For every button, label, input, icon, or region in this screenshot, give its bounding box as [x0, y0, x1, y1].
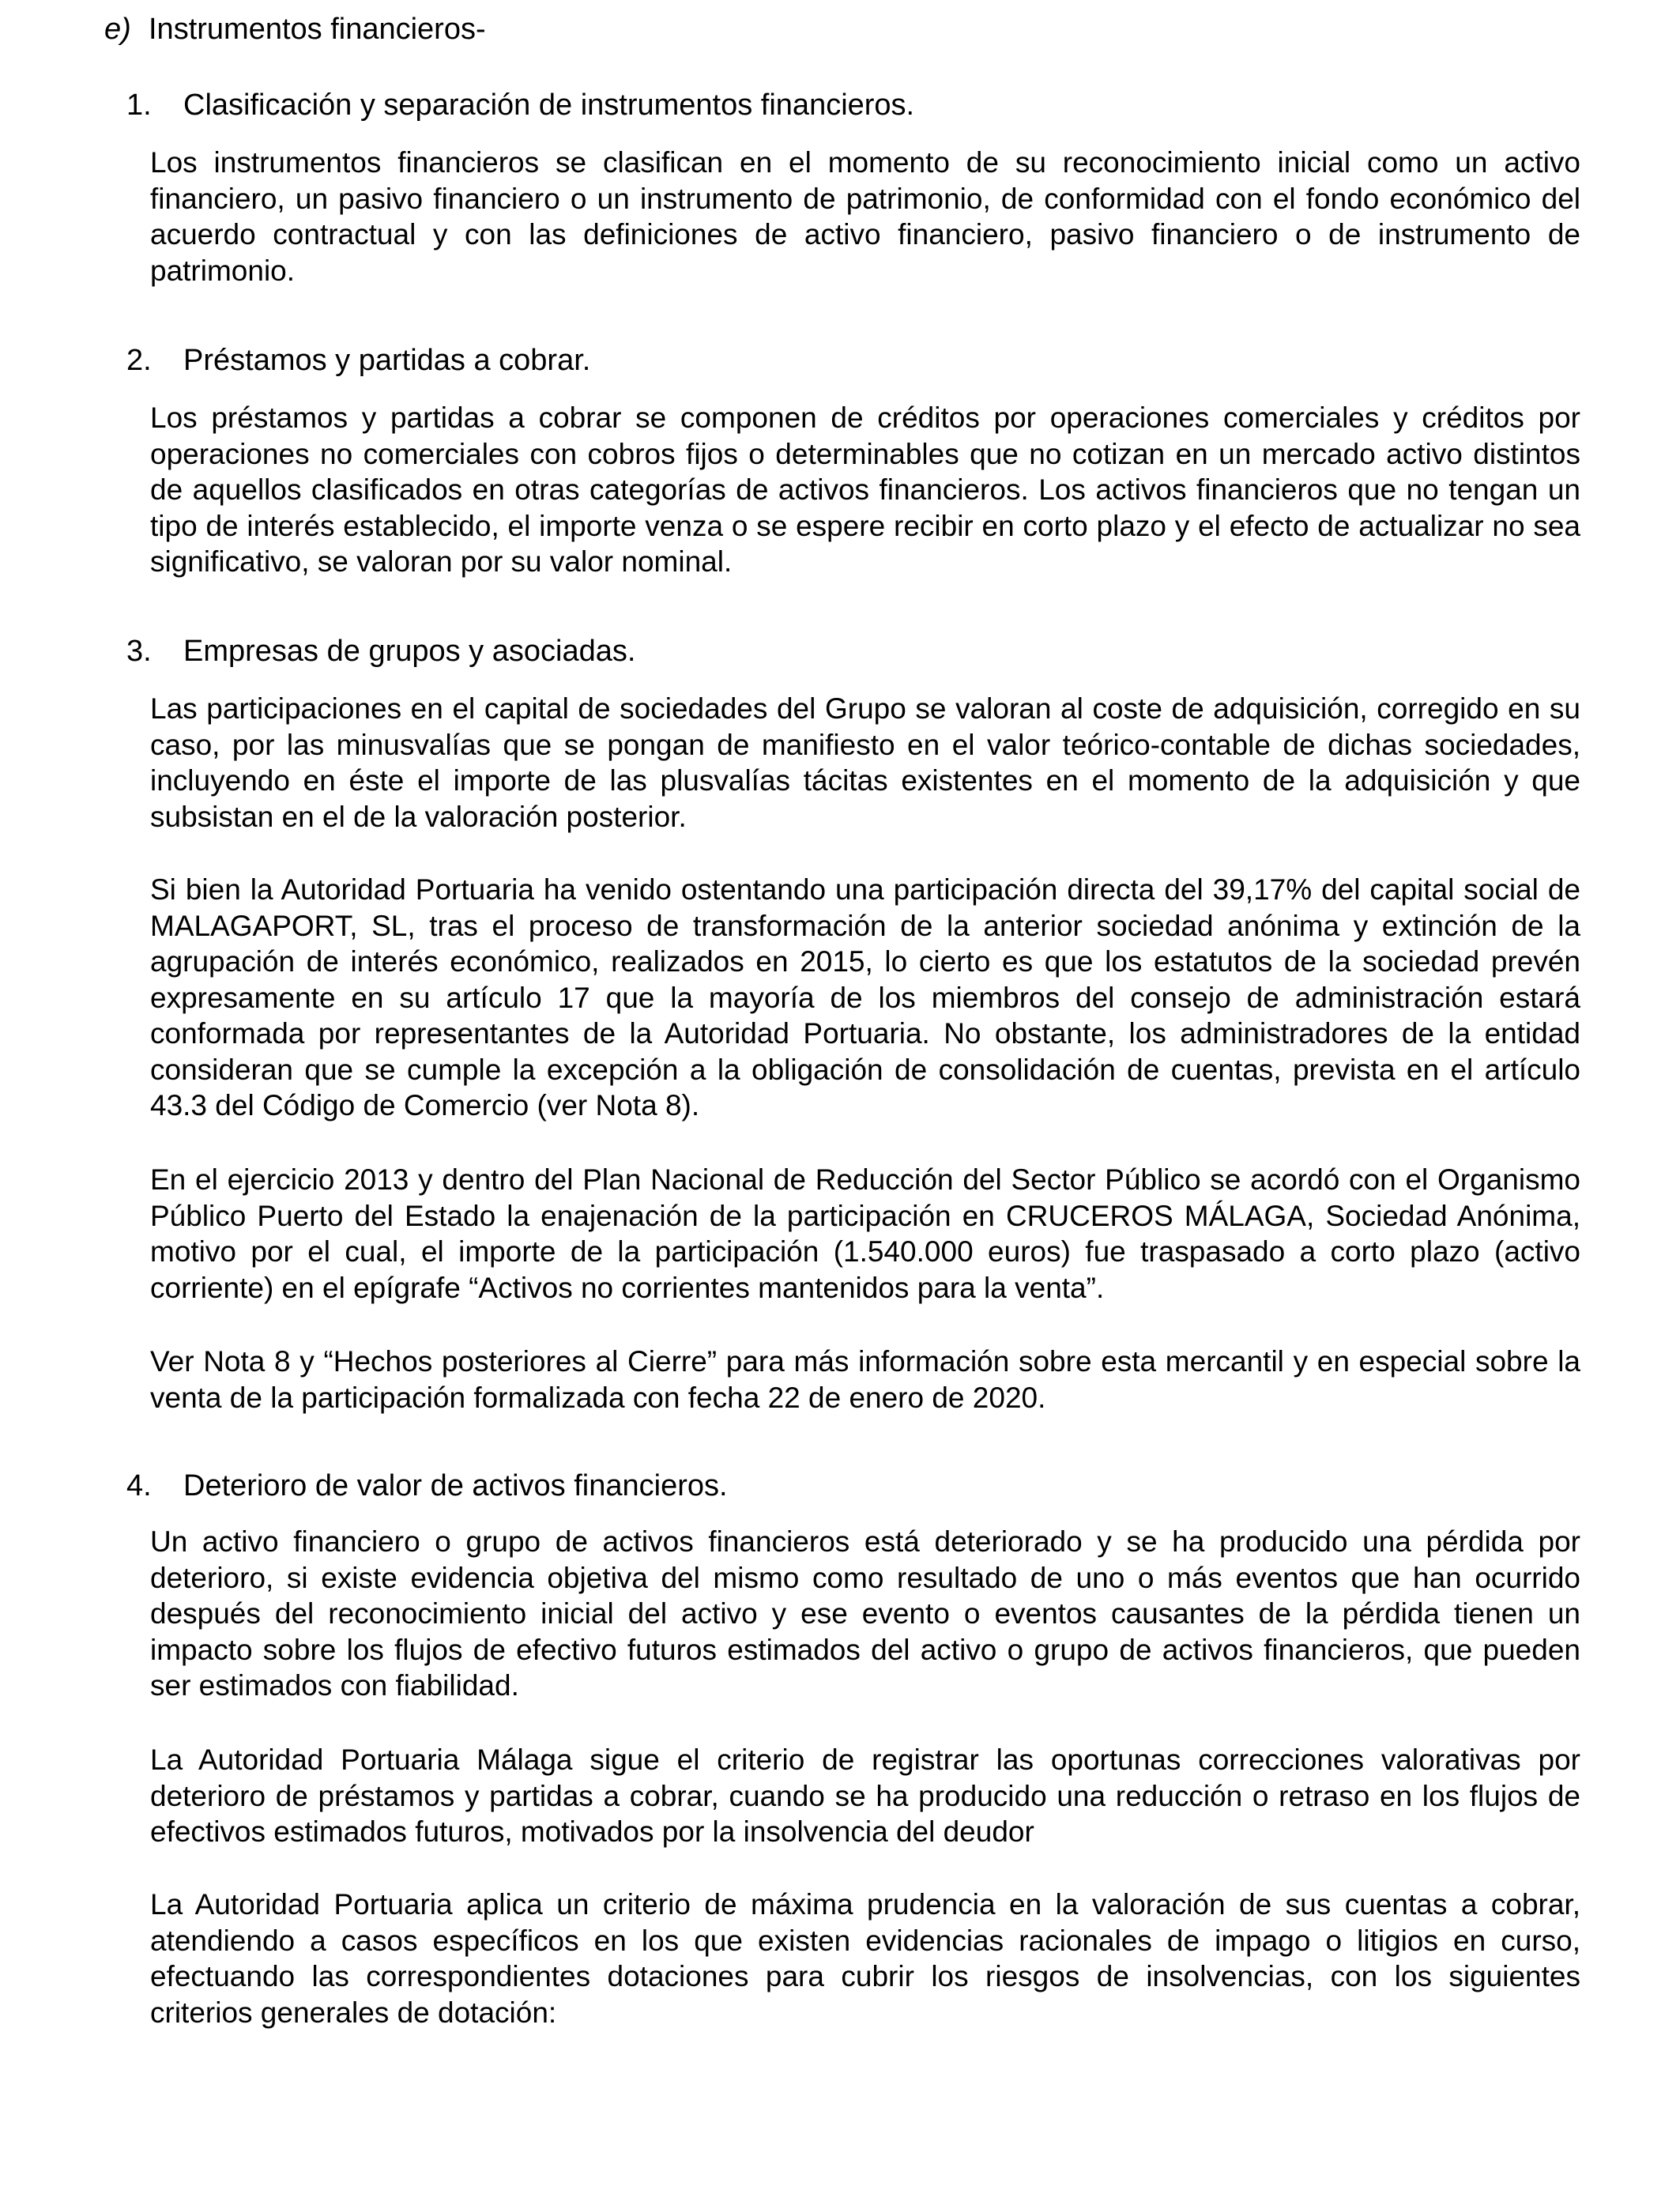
paragraph: En el ejercicio 2013 y dentro del Plan Nacional de Reducción del Sector Público se acordó con el Organismo Público Puerto del Estado la enajenación de la participación en CRUCEROS MÁLAGA, Sociedad Anónima, motivo por el cual, el importe de la participación (1.540.000 euros) fue traspasado a corto plazo (activo corriente) en el epígrafe “Activos no corrientes mantenidos para la venta”. — [150, 1163, 1580, 1304]
subsection-title-3 — [126, 633, 635, 669]
subsection-title-2 — [126, 342, 590, 379]
paragraph: Ver Nota 8 y “Hechos posteriores al Cierre” para más información sobre esta mercantil y en especial sobre la venta de la participación formalizada con fecha 22 de enero de 2020. — [150, 1345, 1580, 1414]
subsection-number: 4. — [126, 1469, 152, 1502]
subsection-number: 3. — [126, 635, 152, 668]
paragraph: La Autoridad Portuaria Málaga sigue el criterio de registrar las oportunas correcciones valorativas por deterioro de préstamos y partidas a cobrar, cuando se ha producido una reducción o retraso en los flujos de efectivos estimados futuros, motivados por la insolvencia del deudor — [150, 1744, 1580, 1848]
section-heading-title: Instrumentos financieros- — [149, 13, 486, 46]
subsection-title-text: Empresas de grupos y asociadas. — [183, 635, 636, 668]
paragraph: Los préstamos y partidas a cobrar se componen de créditos por operaciones comerciales y créditos por operaciones no comerciales con cobros fijos o determinables que no cotizan en un mercado activo distintos de aquellos clasificados en otras categorías de activos financieros. Los activos financieros que no tengan un tipo de interés establecido, el importe venza o se espere recibir en corto plazo y el efecto de actualizar no sea significativo, se valoran por su valor nominal. — [150, 401, 1580, 578]
section-letter: e) — [104, 13, 131, 46]
paragraph: Las participaciones en el capital de sociedades del Grupo se valoran al coste de adquisición, corregido en su caso, por las minusvalías que se pongan de manifiesto en el valor teórico-contable de dichas sociedades, incluyendo en éste el importe de las plusvalías tácitas existentes en el momento de la adquisición y que subsistan en el de la valoración posterior. — [150, 692, 1580, 833]
subsection-title-1 — [126, 87, 914, 123]
subsection-title-text: Clasificación y separación de instrumentos financieros. — [183, 89, 915, 122]
subsection-number: 1. — [126, 89, 152, 122]
paragraph: Si bien la Autoridad Portuaria ha venido ostentando una participación directa del 39,17% del capital social de MALAGAPORT, SL, tras el proceso de transformación de la anterior sociedad anónima y extinción de la agrupación de interés económico, realizados en 2015, lo cierto es que los estatutos de la sociedad prevén expresamente en su artículo 17 que la mayoría de los miembros del consejo de administración estará conformada por representantes de la Autoridad Portuaria. No obstante, los administradores de la entidad consideran que se cumple la excepción a la obligación de consolidación de cuentas, prevista en el artículo 43.3 del Código de Comercio (ver Nota 8). — [150, 873, 1580, 1122]
paragraph: La Autoridad Portuaria aplica un criterio de máxima prudencia en la valoración de sus cuentas a cobrar, atendiendo a casos específicos en los que existen evidencias racionales de impago o litigios en curso, efectuando las correspondientes dotaciones para cubrir los riesgos de insolvencias, con los siguientes criterios generales de dotación: — [150, 1888, 1580, 2029]
subsection-title-text: Préstamos y partidas a cobrar. — [183, 344, 591, 377]
subsection-number: 2. — [126, 344, 152, 377]
subsection-title-text: Deterioro de valor de activos financieros. — [183, 1469, 728, 1502]
subsection-title-4 — [126, 1468, 728, 1504]
paragraph: Un activo financiero o grupo de activos financieros está deteriorado y se ha producido una pérdida por deterioro, si existe evidencia objetiva del mismo como resultado de uno o más eventos que han ocurrido después del reconocimiento inicial del activo y ese evento o eventos causantes de la pérdida tienen un impacto sobre los flujos de efectivo futuros estimados del activo o grupo de activos financieros, que pueden ser estimados con fiabilidad. — [150, 1525, 1580, 1702]
paragraph: Los instrumentos financieros se clasifican en el momento de su reconocimiento inicial como un activo financiero, un pasivo financiero o un instrumento de patrimonio, de conformidad con el fondo económico del acuerdo contractual y con las definiciones de activo financiero, pasivo financiero o de instrumento de patrimonio. — [150, 146, 1580, 287]
section-heading — [104, 11, 486, 47]
